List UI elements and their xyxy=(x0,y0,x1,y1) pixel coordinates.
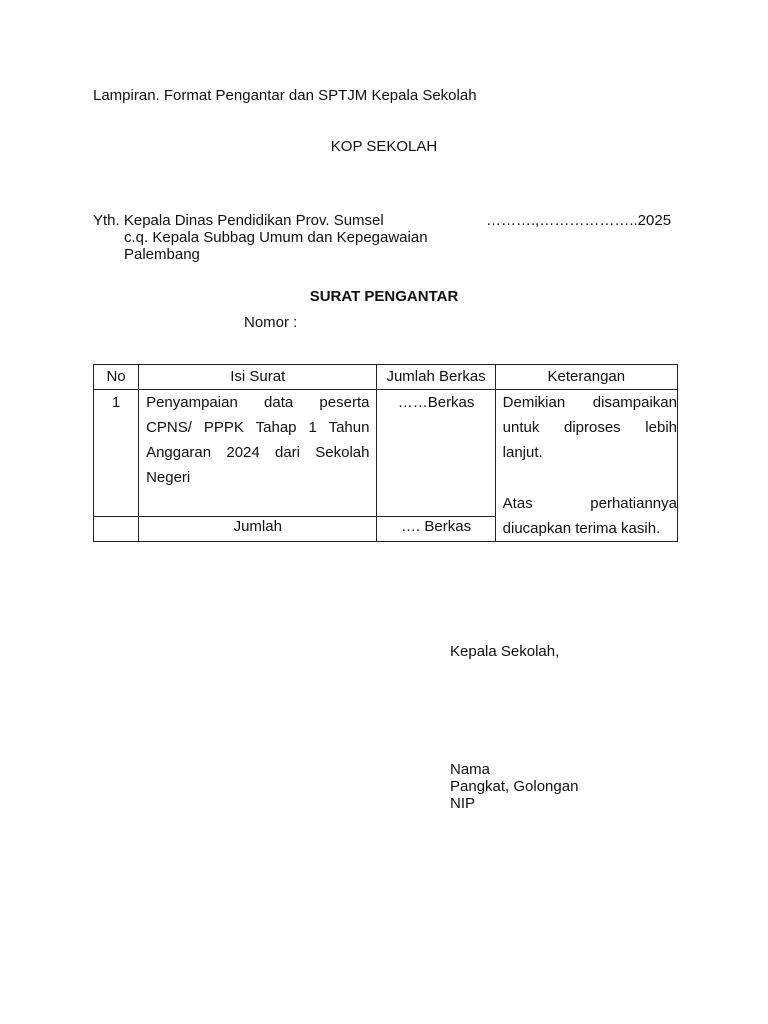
note-spacer xyxy=(503,465,677,491)
recipient-line-2: c.q. Kepala Subbag Umum dan Kepegawaian xyxy=(124,229,428,246)
note-line: Atas perhatiannya xyxy=(502,495,677,512)
header-content: Isi Surat xyxy=(139,365,377,390)
header-count: Jumlah Berkas xyxy=(377,365,495,390)
recipient-block xyxy=(93,212,428,263)
signatory-rank: Pangkat, Golongan xyxy=(450,778,579,795)
letter-number-label: Nomor : xyxy=(244,314,298,331)
content-line: Anggaran 2024 dari Sekolah xyxy=(146,444,370,461)
recipient-line-3: Palembang xyxy=(124,246,200,263)
note-line: untuk diproses lebih xyxy=(502,419,677,436)
note-line: Demikian disampaikan xyxy=(502,394,677,411)
date-line: ……….,………………..2025 xyxy=(486,212,672,229)
attachment-title: Lampiran. Format Pengantar dan SPTJM Kepala Sekolah xyxy=(93,87,477,104)
signatory-name: Nama xyxy=(450,761,491,778)
content-line: CPNS/ PPPK Tahap 1 Tahun xyxy=(146,419,370,436)
header-no: No xyxy=(94,365,139,390)
content-line: Penyampaian data peserta xyxy=(146,394,370,411)
note-line: diucapkan terima kasih. xyxy=(502,520,661,537)
note-cell xyxy=(495,390,677,542)
total-label: Jumlah xyxy=(139,516,377,541)
signatory-nip: NIP xyxy=(450,795,476,812)
total-no-empty xyxy=(94,516,139,541)
total-count: …. Berkas xyxy=(377,516,495,541)
letterhead-placeholder: KOP SEKOLAH xyxy=(330,138,438,155)
letter-title: SURAT PENGANTAR xyxy=(309,288,459,305)
row-content xyxy=(139,390,377,517)
content-line: Negeri xyxy=(146,469,191,486)
signature-block xyxy=(450,761,578,812)
row-count: ……Berkas xyxy=(377,390,495,517)
cover-letter-table xyxy=(93,364,678,542)
table-row xyxy=(94,390,678,517)
table-header-row xyxy=(94,365,678,390)
recipient-line-1: Yth. Kepala Dinas Pendidikan Prov. Sumsel xyxy=(93,212,384,229)
note-line: lanjut. xyxy=(502,444,543,461)
row-number: 1 xyxy=(94,390,139,517)
signatory-title: Kepala Sekolah, xyxy=(450,643,560,660)
header-note: Keterangan xyxy=(495,365,677,390)
